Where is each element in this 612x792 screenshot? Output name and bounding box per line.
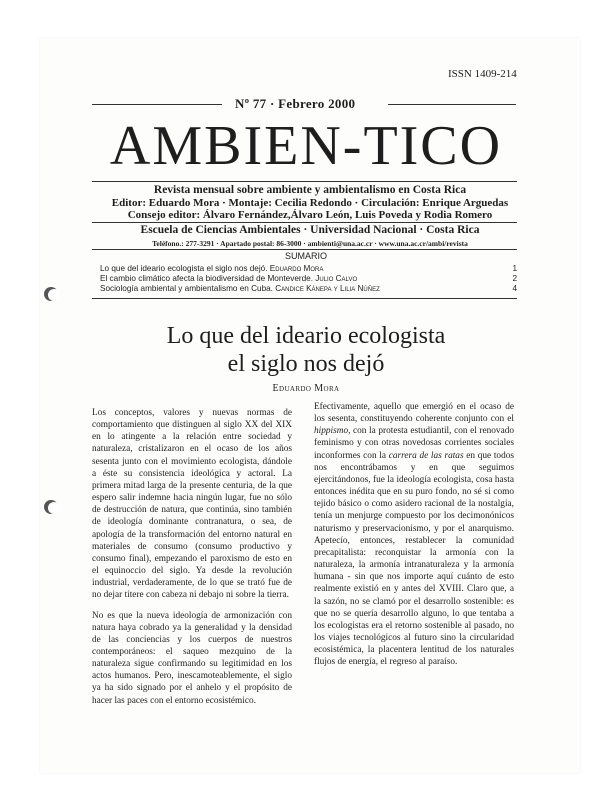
issue-info: Nº 77 · Febrero 2000 — [235, 96, 356, 111]
divider — [388, 104, 516, 105]
divider — [92, 222, 517, 223]
editors-line: Editor: Eduardo Mora · Montaje: Cecilia Redondo · Circulación: Enrique Arguedas — [111, 197, 509, 209]
text-run: , con la protesta estudiantil, con el renovado feminismo y con otras novedosas corrientes sociales inconformes con la — [314, 426, 514, 461]
sumario-item-author: Eduardo Mora — [269, 264, 324, 273]
sumario-item-title: Sociología ambiental y ambientalismo en Cuba. — [100, 284, 273, 293]
sumario-item-title: El cambio climático afecta la biodiversidad de Monteverde. — [100, 274, 313, 283]
article-byline: Eduardo Mora — [272, 383, 340, 394]
masthead-title: AMBIEN-TICO — [109, 115, 503, 177]
punch-hole — [44, 500, 58, 514]
school-line: Escuela de Ciencias Ambientales · Universidad Nacional · Costa Rica — [140, 224, 480, 236]
divider — [92, 249, 517, 250]
sumario-item — [100, 284, 520, 294]
text-run: Efectivamente, aquello que emergió en el ocaso de los sesenta, constituyendo coherente conjunto con el — [314, 402, 514, 425]
contact-line: Teléfono.: 277-3291 · Apartado postal: 86-3000 · ambienti@una.ac.cr · www.una.ac.cr/ambi/revista — [152, 239, 468, 248]
article-title — [0, 322, 612, 378]
sumario-item-page: 2 — [512, 274, 517, 283]
issn: ISSN 1409-214 — [448, 68, 517, 80]
emphasis: carrera de las ratas — [388, 450, 464, 461]
sumario-item-title: Lo que del ideario ecologista el siglo nos dejó. — [100, 264, 268, 273]
divider — [92, 104, 222, 105]
sumario-item-page: 1 — [512, 264, 517, 273]
emphasis: hippismo — [314, 426, 349, 437]
sumario-heading: SUMARIO — [284, 251, 327, 261]
paragraph — [314, 401, 514, 668]
article-title-line: Lo que del ideario ecologista — [166, 323, 446, 349]
divider — [92, 298, 517, 299]
sumario-item-author: Candice Kánepa y Lilia Núñez — [275, 284, 380, 293]
council-line: Consejo editor: Álvaro Fernández,Álvaro León, Luis Poveda y Rodia Romero — [127, 209, 493, 221]
divider — [92, 181, 517, 182]
text-run: en que todos nos encontrábamos y en que seguimos ejercitándonos, fue la ideología ecologista, cosa hasta entonces inédita que en su puro fondo, no sé si como tejido básico o como asidero racional de la nostalgia, tenía un menjurge compuesto por los decimonónicos naturismo y preservacionismo, y por el anarquismo. Apetecío, entonces, restablecer la comunidad precapitalista: reconquistar la armonía con la naturaleza, la armonía intranaturaleza y la armonía humana - sin que nos importe aquí cuánto de esto realmente existió en y antes del XVIII. Claro que, a la sazón, no se clamó por el desarrollo sostenible: es que no se quería desarrollo alguno, lo que tentaba a los ecologistas era el retorno sostenible al pasado, no los viajes tecnológicos al futuro sino la circularidad ecosistémica, la placentera lentitud de los naturales flujos de energía, el regreso al paraíso. — [314, 450, 514, 668]
article-column-right — [314, 401, 514, 676]
paragraph: No es que la nueva ideología de armonización con natura haya cobrado ya la generalidad y la densidad de las conciencias y los cuerpos de nuestros contemporáneos: el saqueo mezquino de la naturaleza sigue confirmando su legitimidad en los actos humanos. Pero, inescamoteablemente, el siglo ya ha sido signado por el anhelo y el propósito de hacer las paces con el entorno ecosistémico. — [92, 610, 292, 706]
sumario-item-page: 4 — [512, 284, 517, 293]
paragraph: Los conceptos, valores y nuevas normas de comportamiento que distinguen al siglo XX del XIX en lo atingente a la relación entre sociedad y naturaleza, cristalizaron en el ocaso de los años sesenta junto con el movimiento ecologista, dándole a éste su consistencia ideológica y actoral. La primera mitad larga de la presente centuria, de la que espero salir indemne hacia ningún lugar, fue no sólo de destrucción de natura, que continúa, sino también de ideología dominante contranatura, o sea, de apología de la transformación del entorno natural en materiales de consumo (consumo productivo y consumo final), empezando el paroxismo de esto en el equinoccio del siglo. Ya desde la revolución industrial, verdaderamente, de lo que se trató fue de no dejar títere con cabeza ni debajo ni sobre la tierra. — [92, 408, 292, 601]
article-column-left — [92, 407, 292, 715]
subtitle: Revista mensual sobre ambiente y ambientalismo en Costa Rica — [153, 184, 467, 196]
sumario-item — [100, 274, 520, 284]
punch-hole — [44, 287, 58, 301]
sumario-item — [100, 264, 520, 274]
article-title-line: el siglo nos dejó — [227, 351, 385, 377]
sumario-item-author: Julio Calvo — [315, 274, 358, 283]
